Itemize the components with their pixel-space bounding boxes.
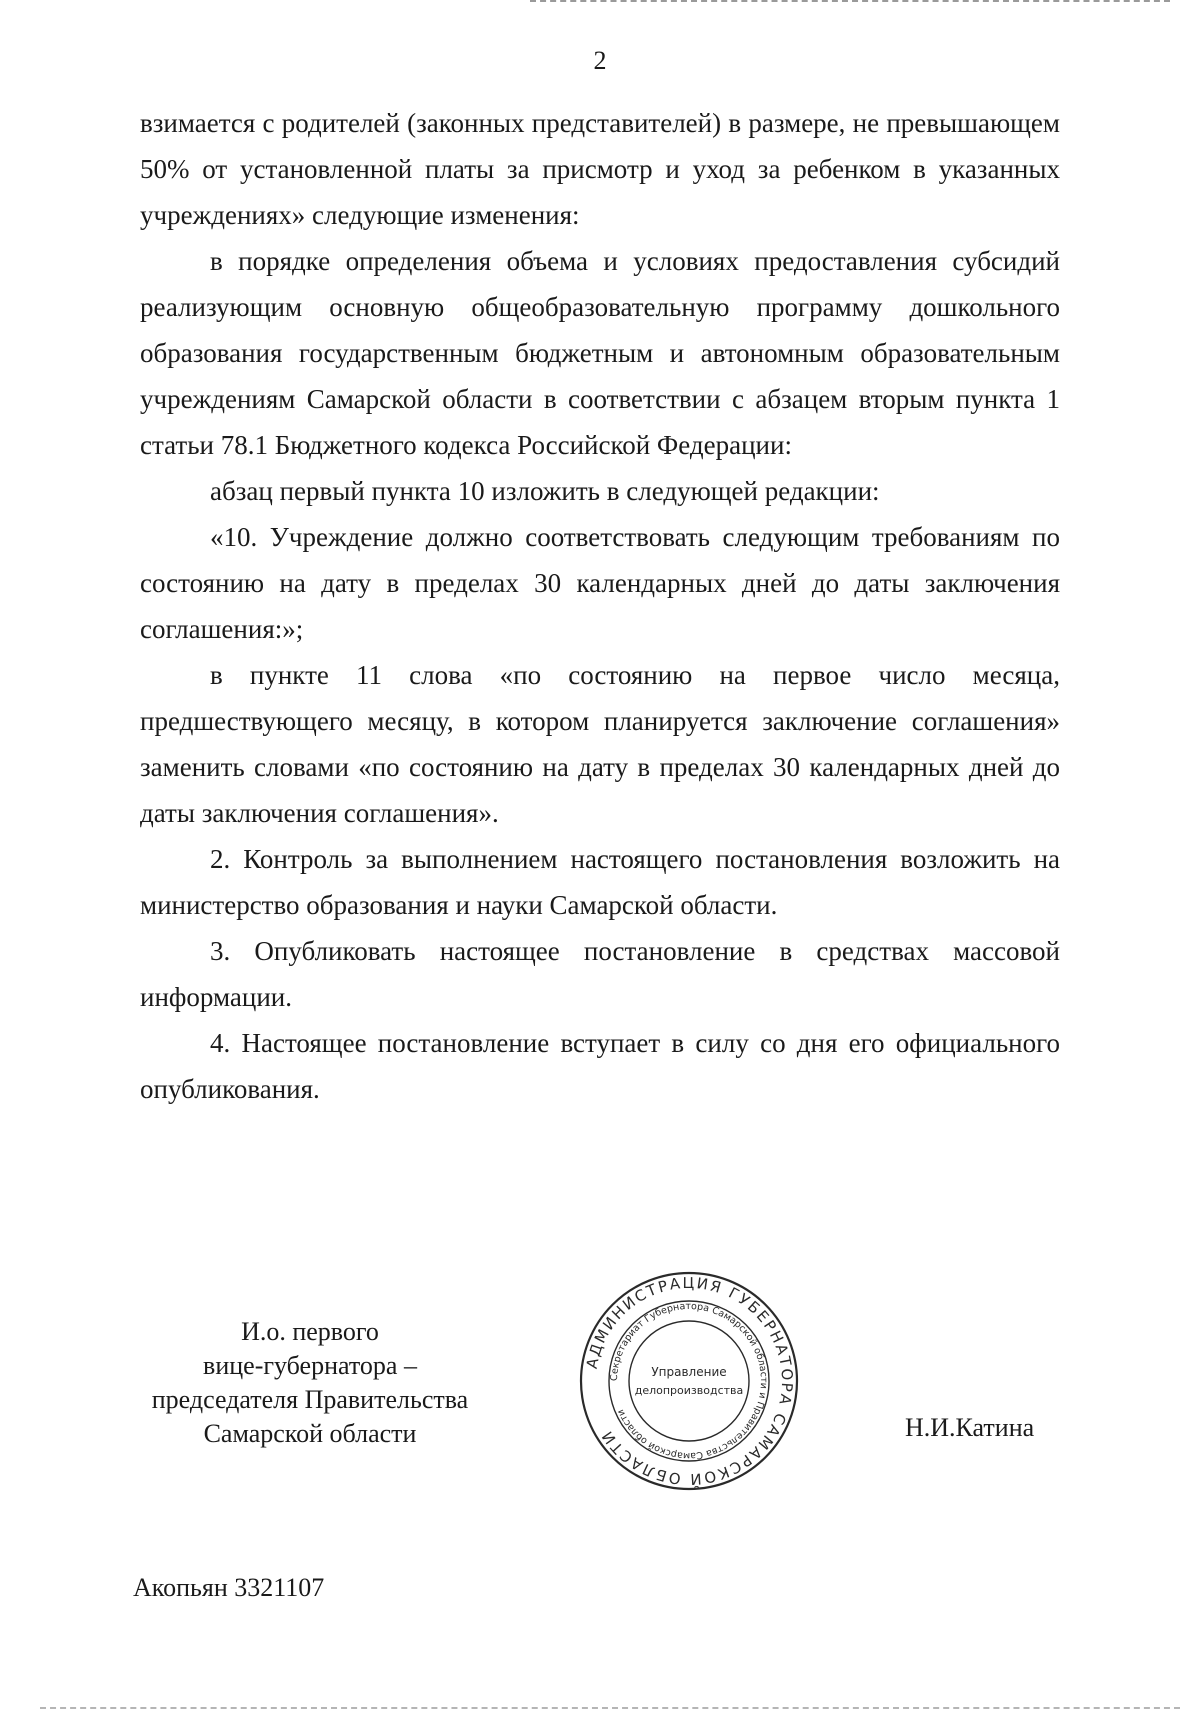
stamp-inner-ring [629,1321,749,1441]
paragraph-subsidy-procedure: в порядке определения объема и условиях предоставления субсидий реализующим основную общеобразовательную программу дошкольного образования государственным бюджетным и автономным образовательным учреждениям Самарской области в соответствии с абзацем вторым пункта 1 статьи 78.1 Бюджетного кодекса Российской Федерации: [140,246,1060,460]
page-number: 2 [593,46,607,75]
signatory-title-line: председателя Правительства [151,1385,469,1414]
scan-edge-top [530,0,1170,6]
paragraph-item-3: 3. Опубликовать настоящее постановление в средствах массовой информации. [140,936,1060,1012]
paragraph-item-2: 2. Контроль за выполнением настоящего постановления возложить на министерство образования и науки Самарской области. [140,844,1060,920]
signatory-name: Н.И.Катина [905,1413,1035,1442]
stamp-center-line1: Управление [651,1365,727,1379]
signatory-title-line: И.о. первого [241,1317,379,1346]
signatory-title [120,1315,500,1451]
paragraph-item-4: 4. Настоящее постановление вступает в силу со дня его официального опубликования. [140,1028,1060,1104]
paragraph-point-11: в пункте 11 слова «по состоянию на первое число месяца, предшествующего месяцу, в котором планируется заключение соглашения» заменить словами «по состоянию на дату в пределах 30 календарных дней до даты заключения соглашения». [140,660,1060,828]
executor-contact: Акопьян 3321107 [133,1573,325,1602]
paragraph-continuation: взимается с родителей (законных представителей) в размере, не превышающем 50% от установленной платы за присмотр и уход за ребенком в указанных учреждениях» следующие изменения: [140,108,1060,230]
paragraph-point-10-intro: абзац первый пункта 10 изложить в следующей редакции: [210,476,880,506]
stamp-center-line2: делопроизводства [634,1384,744,1397]
official-stamp [576,1268,802,1494]
scan-edge-bottom [40,1707,1180,1713]
stamp-outer-text: АДМИНИСТРАЦИЯ ГУБЕРНАТОРА САМАРСКОЙ ОБЛАСТИ [582,1273,797,1489]
document-body [140,100,1060,1112]
paragraph-point-10-text: «10. Учреждение должно соответствовать следующим требованиям по состоянию на дату в пределах 30 календарных дней до даты заключения соглашения:»; [140,522,1060,644]
signatory-title-line: вице-губернатора – [203,1351,417,1380]
signatory-title-line: Самарской области [203,1419,417,1448]
stamp-inner-text: Секретариат Губернатора Самарской области и Правительства Самарской области [608,1300,770,1462]
